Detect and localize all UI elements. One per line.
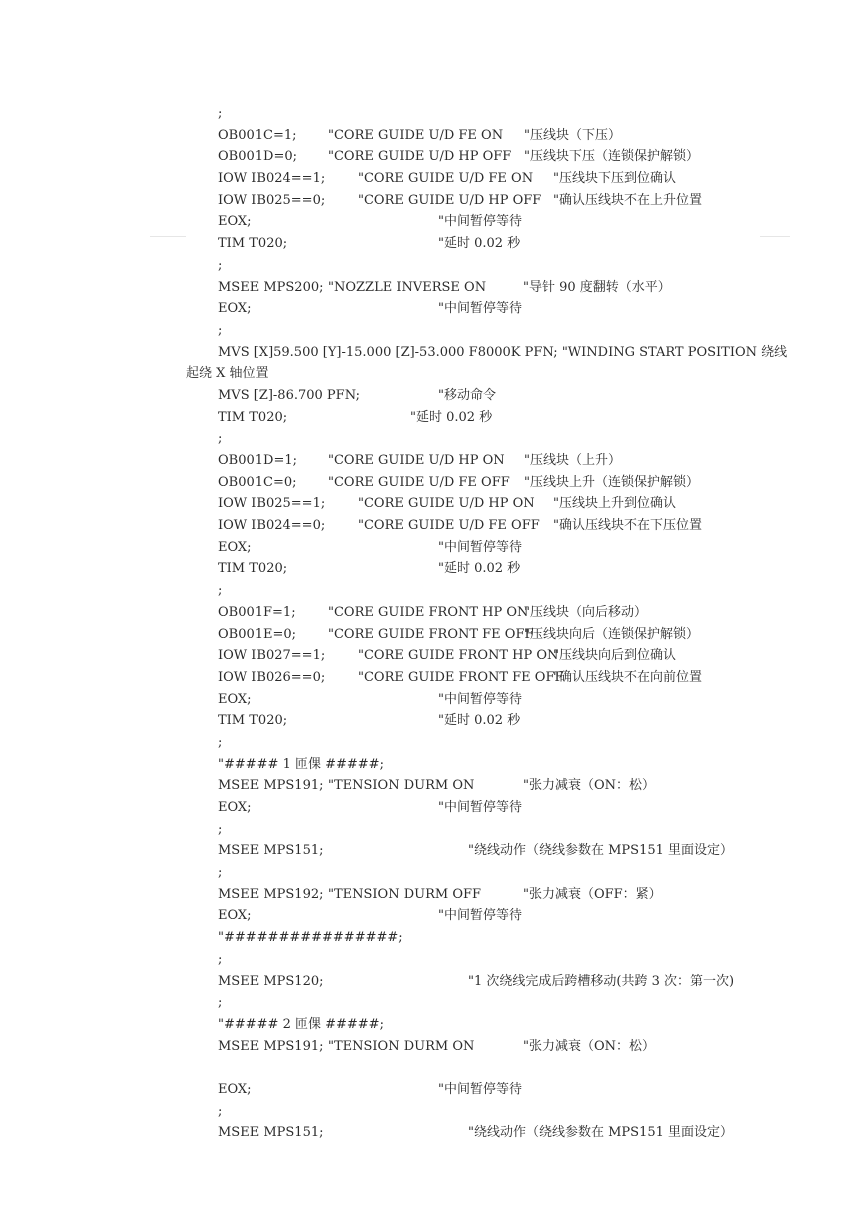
scan-artifact-left: [150, 236, 186, 237]
code-statement: EOX;: [218, 1081, 252, 1097]
code-statement: MSEE MPS200;: [218, 279, 324, 295]
code-line: [186, 580, 766, 602]
code-line: [186, 624, 766, 646]
code-comment: "绕线动作（绕线参数在 MPS151 里面设定）: [468, 843, 734, 859]
code-line: [186, 689, 766, 711]
code-statement: "##### 1 匝倮 #####;: [218, 756, 384, 772]
code-line: [186, 320, 766, 342]
code-line: [186, 103, 766, 125]
code-line: [186, 840, 766, 862]
code-line: [186, 1014, 766, 1036]
code-statement: ;: [218, 583, 223, 599]
code-comment: "绕线动作（绕线参数在 MPS151 里面设定）: [468, 1125, 734, 1141]
code-comment: "CORE GUIDE U/D HP ON: [328, 453, 505, 468]
code-line: [186, 732, 766, 754]
code-description: "压线块下压到位确认: [553, 171, 676, 187]
code-statement: OB001C=1;: [218, 127, 297, 143]
code-statement: ;: [218, 865, 223, 881]
code-line: [186, 385, 766, 407]
code-line: [186, 819, 766, 841]
code-comment: "CORE GUIDE U/D HP OFF: [358, 192, 542, 208]
code-line: [186, 1079, 766, 1101]
code-description: "张力减衰（OFF：紧）: [523, 886, 662, 902]
code-line: [186, 1101, 766, 1123]
code-comment: "CORE GUIDE U/D FE OFF: [328, 474, 510, 490]
code-statement: MVS [X]59.500 [Y]-15.000 [Z]-53.000 F8000K PFN; "WINDING START POSITION 绕线: [218, 344, 788, 360]
code-statement: ;: [218, 106, 223, 121]
code-comment: "延时 0.02 秒: [438, 236, 521, 252]
code-statement: TIM T020;: [218, 236, 288, 252]
code-description: "压线块（向后移动）: [524, 604, 647, 620]
code-comment: "CORE GUIDE U/D HP OFF: [328, 149, 512, 165]
code-comment: "中间暂停等待: [438, 301, 522, 317]
code-description: "确认压线块不在上升位置: [553, 192, 702, 208]
code-line: [186, 493, 766, 515]
code-statement: "################;: [218, 930, 403, 946]
code-line: [186, 428, 766, 450]
code-statement: ;: [218, 821, 223, 837]
code-statement: EOX;: [218, 214, 252, 230]
code-line: [186, 450, 766, 472]
code-statement: ;: [218, 431, 223, 447]
code-comment: "延时 0.02 秒: [438, 561, 521, 577]
code-line: [186, 472, 766, 494]
code-line: [186, 277, 766, 299]
code-description: "压线块下压（连锁保护解锁）: [524, 149, 699, 165]
code-comment: "TENSION DURM ON: [328, 1038, 475, 1054]
code-comment: "CORE GUIDE FRONT HP ON: [328, 604, 529, 620]
code-comment: "中间暂停等待: [438, 691, 522, 707]
code-statement: "##### 2 匝倮 #####;: [218, 1016, 384, 1032]
code-statement: ;: [218, 257, 223, 273]
code-description: "压线块上升到位确认: [553, 496, 676, 512]
code-statement: IOW IB024==0;: [218, 518, 326, 534]
code-statement: OB001D=1;: [218, 453, 297, 468]
code-line: [186, 797, 766, 819]
code-line: [186, 211, 766, 233]
code-statement: EOX;: [218, 301, 252, 317]
code-comment: "CORE GUIDE U/D FE ON: [358, 171, 534, 187]
code-comment: "CORE GUIDE U/D HP ON: [358, 496, 535, 512]
code-statement: ;: [218, 1103, 223, 1119]
code-line: [186, 125, 766, 147]
code-statement: ;: [218, 734, 223, 750]
code-statement: IOW IB027==1;: [218, 648, 326, 664]
program-listing: [186, 103, 788, 1141]
code-line: [186, 1036, 766, 1058]
code-line: [186, 645, 766, 667]
code-statement: IOW IB025==0;: [218, 192, 326, 208]
code-description: "确认压线块不在下压位置: [553, 518, 702, 534]
code-line: [186, 667, 766, 689]
code-line: [186, 775, 766, 797]
code-line: [186, 754, 766, 776]
code-statement: ;: [218, 951, 223, 967]
code-comment: "TENSION DURM ON: [328, 778, 475, 794]
code-line: [186, 233, 766, 255]
code-description: "压线块（上升）: [524, 453, 621, 468]
code-line: [186, 971, 766, 993]
code-line: [186, 602, 766, 624]
code-statement: IOW IB025==1;: [218, 496, 326, 512]
code-statement: OB001D=0;: [218, 149, 297, 165]
code-comment: "中间暂停等待: [438, 1081, 522, 1097]
code-statement: MSEE MPS120;: [218, 973, 324, 989]
code-statement: OB001F=1;: [218, 604, 296, 620]
code-comment: "CORE GUIDE U/D FE ON: [328, 127, 504, 143]
code-statement: MSEE MPS151;: [218, 1125, 324, 1141]
code-line: [186, 992, 766, 1014]
code-statement: EOX;: [218, 908, 252, 924]
code-statement: EOX;: [218, 800, 252, 815]
code-line: [186, 1122, 766, 1144]
code-line: [186, 255, 766, 277]
code-comment: "CORE GUIDE U/D FE OFF: [358, 518, 540, 534]
code-statement: TIM T020;: [218, 409, 288, 425]
code-comment: "中间暂停等待: [438, 908, 522, 924]
code-comment: "1 次绕线完成后跨槽移动(共跨 3 次：第一次): [468, 973, 735, 989]
code-line: [186, 1057, 766, 1079]
code-comment: "中间暂停等待: [438, 214, 522, 230]
code-statement: OB001E=0;: [218, 626, 297, 642]
code-line: [186, 407, 766, 429]
code-description: "张力减衰（ON：松）: [523, 778, 656, 794]
code-description: "压线块向后到位确认: [553, 648, 676, 664]
code-comment: "CORE GUIDE FRONT FE OFF: [358, 669, 564, 685]
code-comment: "TENSION DURM OFF: [328, 886, 482, 902]
code-statement: MSEE MPS191;: [218, 778, 324, 794]
code-comment: "移动命令: [438, 387, 496, 403]
code-description: "压线块向后（连锁保护解锁）: [524, 626, 699, 642]
code-line: [186, 905, 766, 927]
code-statement: 起绕 X 轴位置: [186, 366, 269, 382]
code-description: "确认压线块不在向前位置: [553, 669, 702, 685]
code-statement: MSEE MPS192;: [218, 886, 324, 902]
code-statement: OB001C=0;: [218, 474, 297, 490]
code-comment: "CORE GUIDE FRONT FE OFF: [328, 626, 534, 642]
code-line: [186, 558, 766, 580]
code-comment: "中间暂停等待: [438, 539, 522, 555]
code-line: [186, 515, 766, 537]
code-line: [186, 537, 766, 559]
code-line: [186, 363, 766, 385]
code-line: [186, 884, 766, 906]
code-statement: ;: [218, 995, 223, 1011]
code-statement: MVS [Z]-86.700 PFN;: [218, 387, 360, 403]
code-description: "压线块（下压）: [524, 127, 621, 143]
code-description: "压线块上升（连锁保护解锁）: [524, 474, 699, 490]
code-line: [186, 949, 766, 971]
code-line: [186, 190, 766, 212]
code-comment: "中间暂停等待: [438, 800, 522, 815]
code-description: "张力减衰（ON：松）: [523, 1038, 656, 1054]
code-statement: TIM T020;: [218, 713, 288, 729]
code-statement: TIM T020;: [218, 561, 288, 577]
code-statement: MSEE MPS151;: [218, 843, 324, 859]
code-statement: ;: [218, 322, 223, 338]
code-statement: EOX;: [218, 691, 252, 707]
code-line: [186, 298, 766, 320]
code-line: [186, 710, 766, 732]
code-line: [186, 342, 788, 364]
code-statement: IOW IB024==1;: [218, 171, 326, 187]
code-line: [186, 168, 766, 190]
code-statement: EOX;: [218, 539, 252, 555]
code-comment: "CORE GUIDE FRONT HP ON: [358, 648, 559, 664]
code-line: [186, 146, 766, 168]
code-comment: "延时 0.02 秒: [410, 409, 493, 425]
code-comment: "延时 0.02 秒: [438, 713, 521, 729]
code-comment: "NOZZLE INVERSE ON: [328, 279, 487, 295]
code-statement: IOW IB026==0;: [218, 669, 326, 685]
code-line: [186, 862, 766, 884]
code-description: "导针 90 度翻转（水平）: [523, 279, 671, 295]
code-line: [186, 927, 766, 949]
code-statement: MSEE MPS191;: [218, 1038, 324, 1054]
